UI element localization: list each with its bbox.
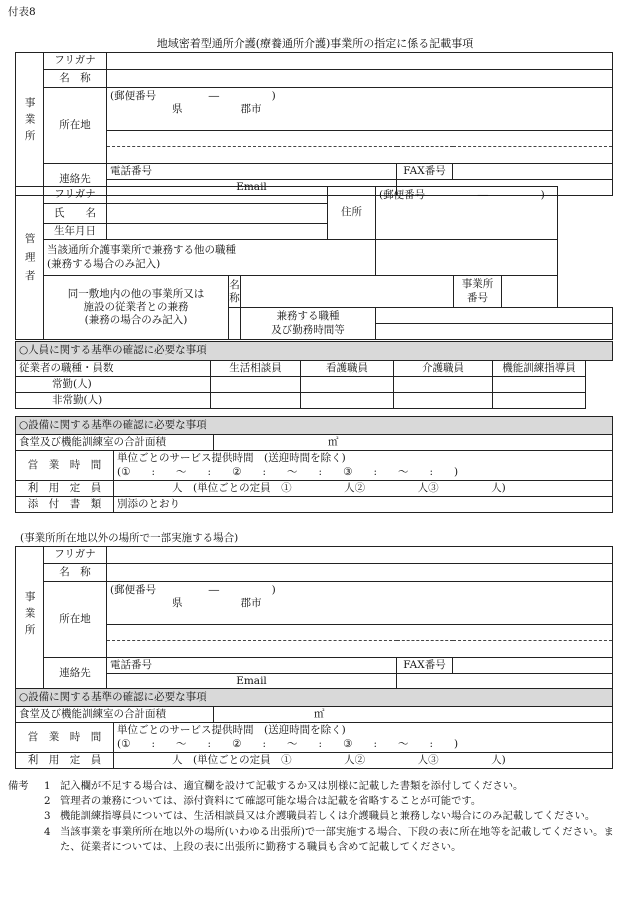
branch-office-table <box>15 546 613 690</box>
office-email-label: Email <box>107 180 397 196</box>
manager-job-hours-label: 兼務する職種 及び勤務時間等 <box>241 308 376 340</box>
branch-capacity-field[interactable]: 人 (単位ごとの定員 ① 人② 人③ 人) <box>114 753 613 769</box>
office-phone-label: 電話番号 <box>110 164 152 177</box>
facility-hours-field[interactable] <box>114 451 613 481</box>
notes-label: 備考 <box>8 780 29 792</box>
branch-postal: (郵便番号 ― ) <box>110 584 276 596</box>
branch-hours-field[interactable] <box>114 723 613 753</box>
office-city: 郡市 <box>240 103 262 116</box>
manager-office-no-label: 事業所番号 <box>454 276 502 308</box>
staff-section-title: ○人員に関する基準の確認に必要な事項 <box>16 342 613 361</box>
manager-address-label: 住所 <box>328 187 376 240</box>
facility-attachment-label: 添 付 書 類 <box>16 497 114 513</box>
notes-section <box>8 779 626 855</box>
staff-header-label: 従業者の職種・員数 <box>16 361 211 377</box>
staff-col-trainer: 機能訓練指導員 <box>493 361 586 377</box>
facility-table <box>15 416 613 513</box>
branch-fax-label: FAX番号 <box>397 658 453 674</box>
branch-hours-label: 営 業 時 間 <box>16 723 114 753</box>
branch-side-label: 事業所 <box>16 547 44 690</box>
facility-area-label: 食堂及び機能訓練室の合計面積 <box>16 435 214 451</box>
branch-name-field[interactable] <box>107 564 613 582</box>
branch-area-label: 食堂及び機能訓練室の合計面積 <box>16 707 214 723</box>
office-furigana-field[interactable] <box>107 53 613 70</box>
office-contact-label: 連絡先 <box>44 164 107 196</box>
staff-fulltime-label: 常勤(人) <box>16 377 211 393</box>
note-item: 2 管理者の兼務については、添付資料にて確認可能な場合は記載を省略することが可能です。 <box>44 795 482 808</box>
branch-fax-field[interactable] <box>453 658 613 674</box>
branch-address-line2[interactable] <box>107 625 613 641</box>
branch-city: 郡市 <box>240 597 262 610</box>
office-fax-label: FAX番号 <box>397 164 453 180</box>
office-prefecture: 県 <box>172 103 183 116</box>
facility-hours-label: 営 業 時 間 <box>16 451 114 481</box>
staff-col-nurse: 看護職員 <box>301 361 394 377</box>
branch-facility-table <box>15 688 613 769</box>
manager-job-hours-field-2[interactable] <box>376 324 613 340</box>
staff-parttime-nurse[interactable] <box>301 393 394 409</box>
office-address-line3[interactable] <box>107 147 613 164</box>
branch-phone-field[interactable] <box>107 658 397 674</box>
office-side-label: 事業所 <box>16 53 44 196</box>
note-item: 4 当該事業を事業所所在地以外の場所(いわゆる出張所)で一部実施する場合、下段の表に所在地等を記載してください。また、従業者については、上段の表に出張所に勤務する職員も含めて記載してください。 <box>44 825 614 853</box>
branch-email-label: Email <box>107 674 397 690</box>
branch-heading: (事業所所在地以外の場所で一部実施する場合) <box>20 532 239 544</box>
manager-other-name-field[interactable] <box>241 276 454 308</box>
office-furigana-label: フリガナ <box>44 53 107 70</box>
manager-office-no-field[interactable] <box>502 276 557 308</box>
branch-address-line3[interactable] <box>107 641 613 658</box>
office-address-line2[interactable] <box>107 131 613 147</box>
facility-hours-slots: (① : ～ : ② : ～ : ③ : ～ : ) <box>117 465 459 478</box>
facility-area-unit: ㎡ <box>328 435 339 448</box>
manager-table <box>15 186 613 340</box>
manager-furigana-field[interactable] <box>107 187 328 204</box>
manager-postal: (郵便番号 ― ) <box>379 189 545 201</box>
office-address-field[interactable] <box>107 88 613 131</box>
office-name-label: 名 称 <box>44 70 107 88</box>
branch-name-label: 名 称 <box>44 564 107 582</box>
manager-birth-label: 生年月日 <box>44 224 107 240</box>
staff-fulltime-caregiver[interactable] <box>394 377 493 393</box>
office-name-field[interactable] <box>107 70 613 88</box>
manager-address-field[interactable] <box>376 187 557 240</box>
staff-col-caregiver: 介護職員 <box>394 361 493 377</box>
branch-furigana-field[interactable] <box>107 547 613 564</box>
branch-phone-label: 電話番号 <box>110 658 152 671</box>
facility-hours-note: 単位ごとのサービス提供時間 (送迎時間を除く) <box>117 451 346 464</box>
manager-side-label: 管理者 <box>16 187 44 340</box>
manager-furigana-label: フリガナ <box>44 187 107 204</box>
facility-section-title: ○設備に関する基準の確認に必要な事項 <box>16 417 613 435</box>
manager-concurrent-field[interactable] <box>376 240 557 276</box>
office-postal: (郵便番号 ― ) <box>110 90 276 102</box>
branch-hours-slots: (① : ～ : ② : ～ : ③ : ～ : ) <box>117 737 459 750</box>
manager-name-label: 氏 名 <box>44 204 107 224</box>
branch-section-title: ○設備に関する基準の確認に必要な事項 <box>16 689 613 707</box>
staff-fulltime-nurse[interactable] <box>301 377 394 393</box>
manager-birth-field[interactable] <box>107 224 328 240</box>
branch-area-unit: ㎡ <box>314 707 325 720</box>
staff-parttime-counselor[interactable] <box>211 393 301 409</box>
note-item: 備考 1 記入欄が不足する場合は、適宜欄を設けて記載するか又は別様に記載した書類を添付してください。 <box>8 779 626 794</box>
facility-capacity-field[interactable]: 人 (単位ごとの定員 ① 人② 人③ 人) <box>114 481 613 497</box>
branch-furigana-label: フリガナ <box>44 547 107 564</box>
staff-parttime-caregiver[interactable] <box>394 393 493 409</box>
note-item: 3 機能訓練指導員については、生活相談員又は介護職員若しくは介護職員と兼務しない場合にのみ記載してください。 <box>44 810 596 823</box>
facility-attachment-field: 別添のとおり <box>114 497 613 513</box>
office-fax-field[interactable] <box>453 164 613 180</box>
form-title: 地域密着型通所介護(療養通所介護)事業所の指定に係る記載事項 <box>156 37 474 50</box>
branch-address-field[interactable] <box>107 582 613 625</box>
attachment-label: 付表8 <box>8 6 36 18</box>
staff-fulltime-trainer[interactable] <box>493 377 586 393</box>
manager-other-blank <box>229 308 241 340</box>
manager-job-hours-field-1[interactable] <box>376 308 613 324</box>
branch-area-field[interactable] <box>214 707 613 723</box>
branch-prefecture: 県 <box>172 597 183 610</box>
office-table <box>15 52 613 196</box>
staff-col-counselor: 生活相談員 <box>211 361 301 377</box>
facility-capacity-label: 利 用 定 員 <box>16 481 114 497</box>
branch-capacity-label: 利 用 定 員 <box>16 753 114 769</box>
facility-area-field[interactable] <box>214 435 613 451</box>
office-phone-field[interactable] <box>107 164 397 180</box>
staff-parttime-label: 非常勤(人) <box>16 393 211 409</box>
staff-fulltime-counselor[interactable] <box>211 377 301 393</box>
manager-other-label: 同一敷地内の他の事業所又は 施設の従業者との兼務 (兼務の場合のみ記入) <box>44 276 229 340</box>
branch-location-label: 所在地 <box>44 582 107 658</box>
branch-hours-note: 単位ごとのサービス提供時間 (送迎時間を除く) <box>117 723 346 736</box>
manager-concurrent-label: 当該通所介護事業所で兼務する他の職種 (兼務する場合のみ記入) <box>44 240 376 276</box>
staff-parttime-trainer[interactable] <box>493 393 586 409</box>
manager-other-name-label: 名称 <box>229 276 241 308</box>
office-location-label: 所在地 <box>44 88 107 164</box>
manager-name-field[interactable] <box>107 204 328 224</box>
branch-contact-label: 連絡先 <box>44 658 107 690</box>
staff-table <box>15 341 613 409</box>
